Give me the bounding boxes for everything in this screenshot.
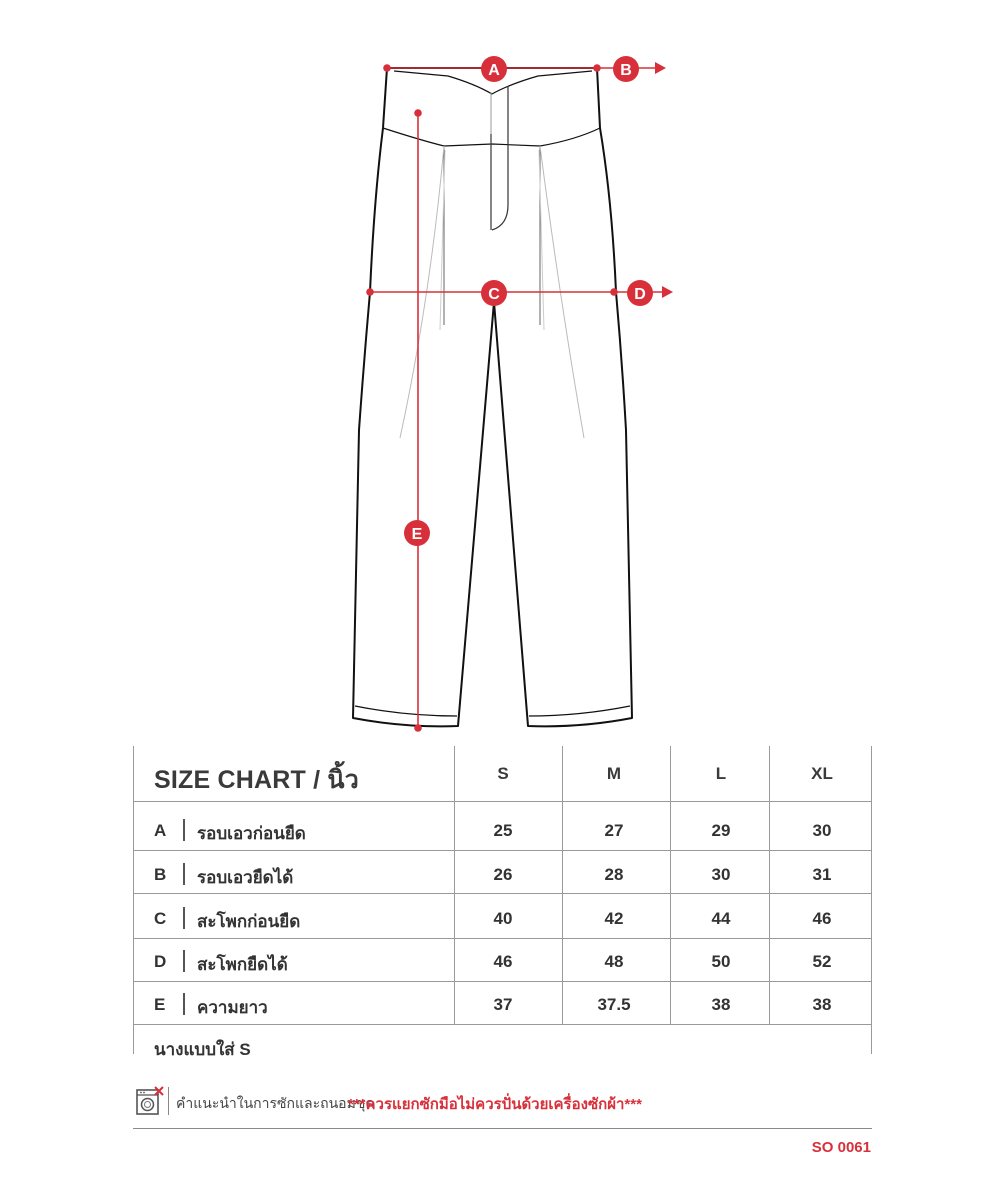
row-label: รอบเอวยืดได้ <box>197 868 294 887</box>
cell-value: 30 <box>711 865 731 884</box>
table-row <box>133 940 872 984</box>
cell-value: 38 <box>711 995 731 1014</box>
cell-value: 42 <box>604 909 624 928</box>
cell-value: 28 <box>604 865 624 884</box>
cell-value: 37 <box>493 995 513 1014</box>
table-row <box>133 897 872 941</box>
table-row <box>133 809 872 853</box>
pants-outline <box>353 68 632 726</box>
row-code: C <box>154 909 167 928</box>
pants-details <box>400 86 584 438</box>
cell-value: 30 <box>812 821 832 840</box>
cell-value: 37.5 <box>597 995 631 1014</box>
row-code: A <box>154 821 167 840</box>
product-code: SO 0061 <box>811 1139 871 1156</box>
row-code: E <box>154 995 166 1014</box>
cell-value: 50 <box>711 952 731 971</box>
footer-divider <box>133 1128 872 1129</box>
marker-b <box>613 56 639 82</box>
size-header-l: L <box>715 764 727 783</box>
row-separator <box>183 907 185 929</box>
svg-text:C: C <box>488 286 500 303</box>
cell-value: 52 <box>812 952 832 971</box>
row-separator <box>183 950 185 972</box>
cell-value: 44 <box>711 909 731 928</box>
size-header-s: S <box>497 764 509 783</box>
row-separator <box>183 863 185 885</box>
svg-text:D: D <box>634 286 646 303</box>
washing-machine-no-icon <box>135 1086 165 1116</box>
marker-a <box>481 56 507 82</box>
size-header-xl: XL <box>811 764 833 783</box>
row-label: ความยาว <box>197 998 268 1017</box>
row-code: D <box>154 952 167 971</box>
size-chart-title: SIZE CHART / นิ้ว <box>154 766 359 794</box>
svg-text:A: A <box>488 62 500 79</box>
marker-e <box>404 520 430 546</box>
row-separator <box>183 993 185 1015</box>
row-label: รอบเอวก่อนยืด <box>197 824 306 843</box>
care-warning-text: ***ควรแยกซักมือไม่ควรปั่นด้วยเครื่องซักผ้า*** <box>348 1096 642 1113</box>
svg-text:B: B <box>620 62 632 79</box>
model-size-note: นางแบบใส่ S <box>154 1040 251 1059</box>
row-label: สะโพกยืดได้ <box>197 955 288 974</box>
row-label: สะโพกก่อนยืด <box>197 912 301 931</box>
table-rule <box>133 801 872 802</box>
care-instructions-label: คำแนะนำในการซักและถนอมชุด <box>176 1095 375 1111</box>
size-header-m: M <box>606 764 622 783</box>
cell-value: 38 <box>812 995 832 1014</box>
cell-value: 26 <box>493 865 513 884</box>
marker-d <box>627 280 653 306</box>
cell-value: 29 <box>711 821 731 840</box>
care-divider <box>168 1087 169 1115</box>
cell-value: 46 <box>812 909 832 928</box>
table-row <box>133 983 872 1027</box>
size-chart-table <box>133 746 872 1059</box>
row-code: B <box>154 865 167 884</box>
marker-c <box>481 280 507 306</box>
svg-text:E: E <box>411 526 423 543</box>
cell-value: 25 <box>493 821 513 840</box>
cell-value: 48 <box>604 952 624 971</box>
cell-value: 31 <box>812 865 832 884</box>
cell-value: 46 <box>493 952 513 971</box>
table-row <box>133 853 872 897</box>
cell-value: 40 <box>493 909 513 928</box>
row-separator <box>183 819 185 841</box>
cell-value: 27 <box>604 821 624 840</box>
